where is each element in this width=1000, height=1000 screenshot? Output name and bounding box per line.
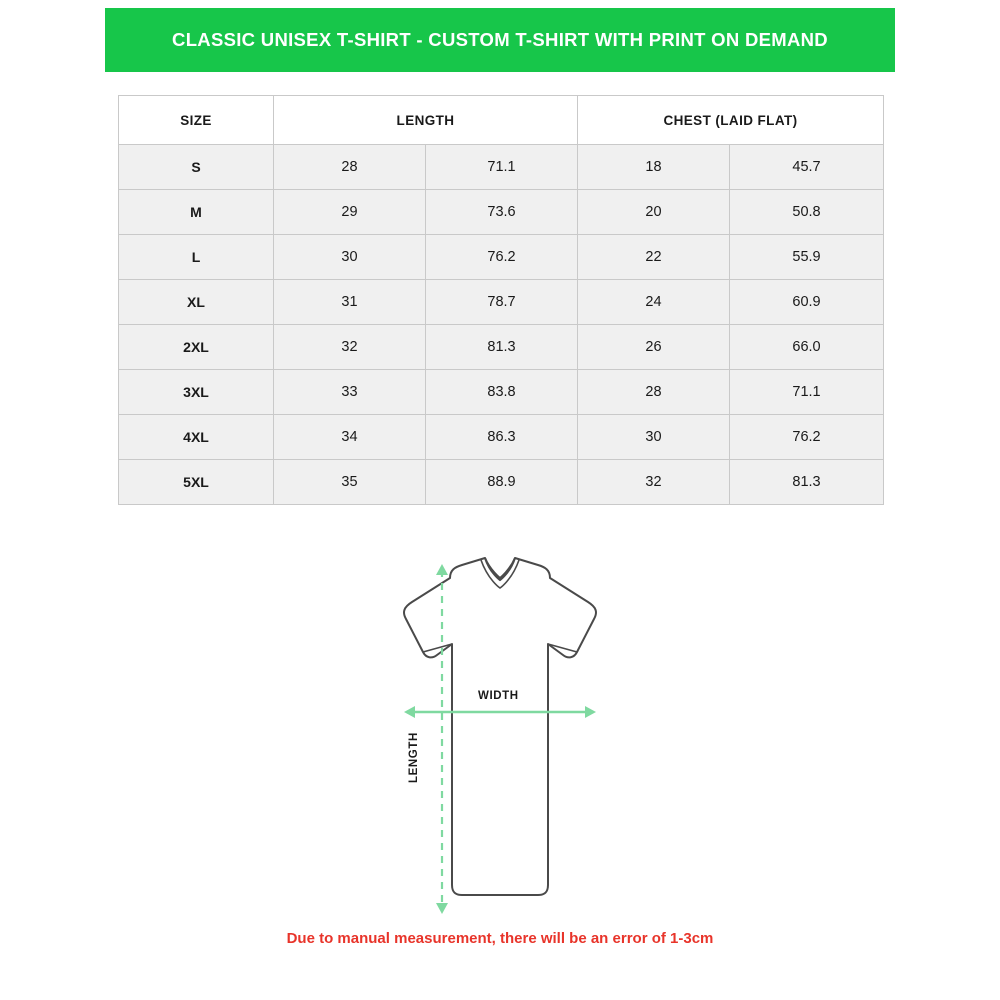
column-header-size: SIZE <box>119 96 274 145</box>
cell-length-cm: 83.8 <box>426 370 578 415</box>
table-row <box>119 460 884 505</box>
table-row <box>119 235 884 280</box>
cell-chest-cm: 60.9 <box>730 280 884 325</box>
cell-chest-in: 30 <box>578 415 730 460</box>
table-row <box>119 190 884 235</box>
tshirt-diagram <box>300 540 700 930</box>
cell-chest-in: 24 <box>578 280 730 325</box>
cell-size: L <box>119 235 274 280</box>
cell-chest-cm: 66.0 <box>730 325 884 370</box>
width-label: WIDTH <box>478 690 519 702</box>
cell-length-in: 31 <box>274 280 426 325</box>
cell-length-in: 35 <box>274 460 426 505</box>
cell-size: XL <box>119 280 274 325</box>
cell-chest-in: 18 <box>578 145 730 190</box>
cell-size: M <box>119 190 274 235</box>
cell-chest-in: 20 <box>578 190 730 235</box>
page-title: CLASSIC UNISEX T-SHIRT - CUSTOM T-SHIRT WITH PRINT ON DEMAND <box>172 29 828 50</box>
cell-chest-in: 26 <box>578 325 730 370</box>
cell-length-cm: 88.9 <box>426 460 578 505</box>
cell-length-in: 34 <box>274 415 426 460</box>
cell-length-cm: 86.3 <box>426 415 578 460</box>
cell-chest-cm: 55.9 <box>730 235 884 280</box>
cell-size: 3XL <box>119 370 274 415</box>
table-row <box>119 325 884 370</box>
length-arrow-head-top <box>436 564 448 575</box>
width-arrow-head-left <box>404 706 415 718</box>
shirt-body-path <box>404 558 596 895</box>
column-header-chest: CHEST (LAID FLAT) <box>578 96 884 145</box>
table-body <box>119 145 884 505</box>
cell-chest-in: 28 <box>578 370 730 415</box>
size-chart-table <box>118 95 884 505</box>
length-label: LENGTH <box>408 732 420 783</box>
cell-length-cm: 76.2 <box>426 235 578 280</box>
cell-length-cm: 73.6 <box>426 190 578 235</box>
cell-length-cm: 81.3 <box>426 325 578 370</box>
table-row <box>119 280 884 325</box>
cell-chest-cm: 76.2 <box>730 415 884 460</box>
cell-length-in: 33 <box>274 370 426 415</box>
header-banner <box>105 8 895 72</box>
cell-chest-in: 22 <box>578 235 730 280</box>
table-header <box>119 96 884 145</box>
cell-length-in: 32 <box>274 325 426 370</box>
table-row <box>119 415 884 460</box>
column-header-length: LENGTH <box>274 96 578 145</box>
width-arrow-head-right <box>585 706 596 718</box>
length-arrow-head-bottom <box>436 903 448 914</box>
table-header-row <box>119 96 884 145</box>
cell-size: 2XL <box>119 325 274 370</box>
cell-size: 4XL <box>119 415 274 460</box>
cell-chest-cm: 71.1 <box>730 370 884 415</box>
cell-chest-in: 32 <box>578 460 730 505</box>
cell-length-in: 30 <box>274 235 426 280</box>
tshirt-illustration-svg <box>300 540 700 930</box>
table-row <box>119 370 884 415</box>
cell-length-in: 29 <box>274 190 426 235</box>
table-row <box>119 145 884 190</box>
cell-chest-cm: 81.3 <box>730 460 884 505</box>
cell-chest-cm: 50.8 <box>730 190 884 235</box>
cell-chest-cm: 45.7 <box>730 145 884 190</box>
measurement-disclaimer: Due to manual measurement, there will be an error of 1-3cm <box>286 930 714 947</box>
cell-length-cm: 78.7 <box>426 280 578 325</box>
cell-length-cm: 71.1 <box>426 145 578 190</box>
cell-size: 5XL <box>119 460 274 505</box>
cell-length-in: 28 <box>274 145 426 190</box>
cell-size: S <box>119 145 274 190</box>
